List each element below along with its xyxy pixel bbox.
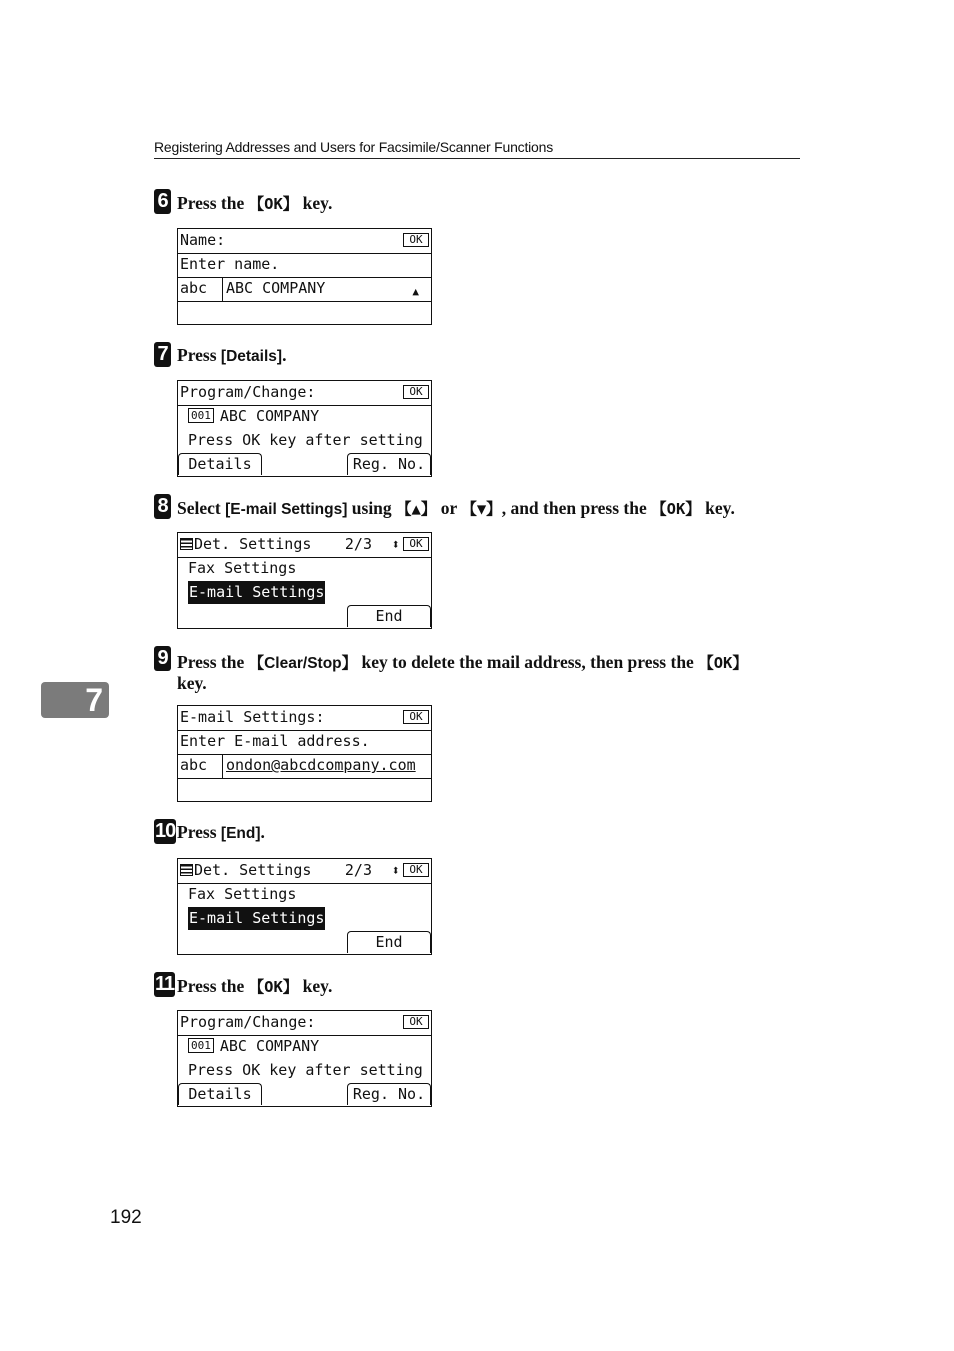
text: Press [177, 822, 221, 842]
reg-no-softkey[interactable]: Reg. No. [347, 1083, 431, 1105]
details-softkey[interactable]: Details [178, 453, 262, 475]
lcd-softkey-row [178, 453, 431, 475]
menu-item-email-settings[interactable] [178, 907, 431, 931]
lcd-title-row [178, 533, 431, 558]
step-instruction [177, 822, 265, 843]
lcd-input-row [178, 754, 431, 779]
down-key: 【▼】 [461, 500, 502, 518]
lcd-title: Program/Change: [180, 1013, 316, 1031]
step-number: 7 [154, 342, 171, 367]
input-mode: abc [180, 277, 223, 301]
step-instruction-continued: key. [177, 673, 207, 693]
lcd-program-change [177, 1010, 432, 1107]
lcd-message-row [178, 429, 431, 453]
lcd-title-row [178, 229, 431, 254]
lcd-softkey-row [178, 1083, 431, 1105]
menu-icon [180, 864, 193, 876]
text: key. [700, 498, 735, 518]
triangle-up-icon: ▲ [412, 285, 419, 298]
ok-key: 【OK】 [698, 654, 748, 672]
reg-no-softkey[interactable]: Reg. No. [347, 453, 431, 475]
lcd-det-settings [177, 858, 432, 955]
lcd-title: E-mail Settings: [180, 708, 325, 726]
text: . [260, 822, 265, 842]
menu-item-label-selected: E-mail Settings [188, 907, 325, 930]
up-key: 【▲】 [396, 500, 437, 518]
text: key. [298, 976, 333, 996]
lcd-prompt: Enter name. [180, 255, 280, 273]
lcd-det-settings [177, 532, 432, 629]
running-header: Registering Addresses and Users for Facsimile/Scanner Functions [154, 139, 800, 159]
registration-number: 001 [188, 1038, 214, 1053]
page-number: 192 [110, 1207, 142, 1228]
text: using [347, 498, 397, 518]
text: . [282, 345, 287, 365]
lcd-entry-row [178, 405, 431, 429]
lcd-softkey-row [178, 605, 431, 627]
menu-item-label: Fax Settings [188, 559, 297, 577]
step-instruction [177, 651, 748, 673]
lcd-program-change [177, 380, 432, 477]
text: or [436, 498, 462, 518]
step-number: 11 [155, 973, 175, 995]
input-mode: abc [180, 754, 223, 778]
details-softkey[interactable]: Details [178, 1083, 262, 1105]
lcd-title: Det. Settings [194, 535, 312, 553]
ok-key-icon: OK [403, 863, 429, 877]
ok-key: 【OK】 [248, 195, 299, 213]
up-down-icon: ⬍ [391, 863, 400, 879]
menu-item-label-selected: E-mail Settings [188, 581, 325, 604]
menu-item-email-settings[interactable] [178, 581, 431, 605]
lcd-title: Name: [180, 231, 226, 249]
ok-key-icon: OK [403, 233, 429, 247]
step-number: 9 [154, 646, 171, 671]
step-number: 10 [155, 820, 176, 842]
lcd-title-row [178, 859, 431, 884]
text: Press the [177, 976, 249, 996]
text: Press the [177, 652, 249, 672]
page-indicator: 2/3 [344, 861, 372, 879]
email-input[interactable]: ondon@abcdcompany.com [226, 756, 416, 774]
menu-item-label: Fax Settings [188, 885, 297, 903]
lcd-title-row [178, 706, 431, 731]
end-softkey[interactable]: End [347, 605, 431, 627]
menu-item-fax-settings[interactable] [178, 557, 431, 581]
entry-name: ABC COMPANY [219, 407, 320, 425]
lcd-entry-row [178, 1035, 431, 1059]
menu-icon [180, 538, 193, 550]
ok-key-icon: OK [403, 1015, 429, 1029]
registration-number: 001 [188, 408, 214, 423]
text: Select [177, 498, 226, 518]
ok-key-icon: OK [403, 710, 429, 724]
lcd-prompt-row [178, 253, 431, 278]
text: , and then press the [501, 498, 652, 518]
text: key to delete the mail address, then press the [357, 652, 699, 672]
lcd-title-row [178, 1011, 431, 1036]
end-key-ref: [End] [220, 825, 261, 842]
step-instruction [177, 192, 332, 214]
step-instruction [177, 345, 286, 366]
lcd-input-row [178, 277, 431, 302]
lcd-message-row [178, 1059, 431, 1083]
lcd-name-entry [177, 228, 432, 325]
ok-key-icon: OK [403, 537, 429, 551]
menu-item-fax-settings[interactable] [178, 883, 431, 907]
end-softkey[interactable]: End [347, 931, 431, 953]
lcd-message: Press OK key after setting [188, 431, 423, 449]
details-key-ref: [Details] [220, 348, 283, 365]
ok-key: 【OK】 [248, 978, 299, 996]
entry-name: ABC COMPANY [219, 1037, 320, 1055]
text: key. [298, 193, 333, 213]
email-settings-key-ref: [E-mail Settings] [225, 501, 348, 518]
up-down-icon: ⬍ [391, 537, 400, 553]
step-number: 8 [154, 494, 171, 519]
lcd-softkey-row [178, 931, 431, 953]
lcd-prompt: Enter E-mail address. [180, 732, 370, 750]
name-input[interactable]: ABC COMPANY [226, 279, 326, 297]
lcd-prompt-row [178, 730, 431, 755]
lcd-email-entry [177, 705, 432, 802]
lcd-title-row [178, 381, 431, 406]
step-number: 6 [154, 189, 171, 214]
page-indicator: 2/3 [344, 535, 372, 553]
lcd-title: Det. Settings [194, 861, 312, 879]
text: Press [177, 345, 221, 365]
step-instruction [177, 497, 735, 519]
clear-stop-key: 【Clear/Stop】 [248, 655, 358, 672]
step-instruction [177, 975, 332, 997]
lcd-message: Press OK key after setting [188, 1061, 423, 1079]
ok-key: 【OK】 [651, 500, 701, 518]
chapter-tab: 7 [41, 682, 109, 718]
text: Press the [177, 193, 249, 213]
ok-key-icon: OK [403, 385, 429, 399]
lcd-title: Program/Change: [180, 383, 316, 401]
